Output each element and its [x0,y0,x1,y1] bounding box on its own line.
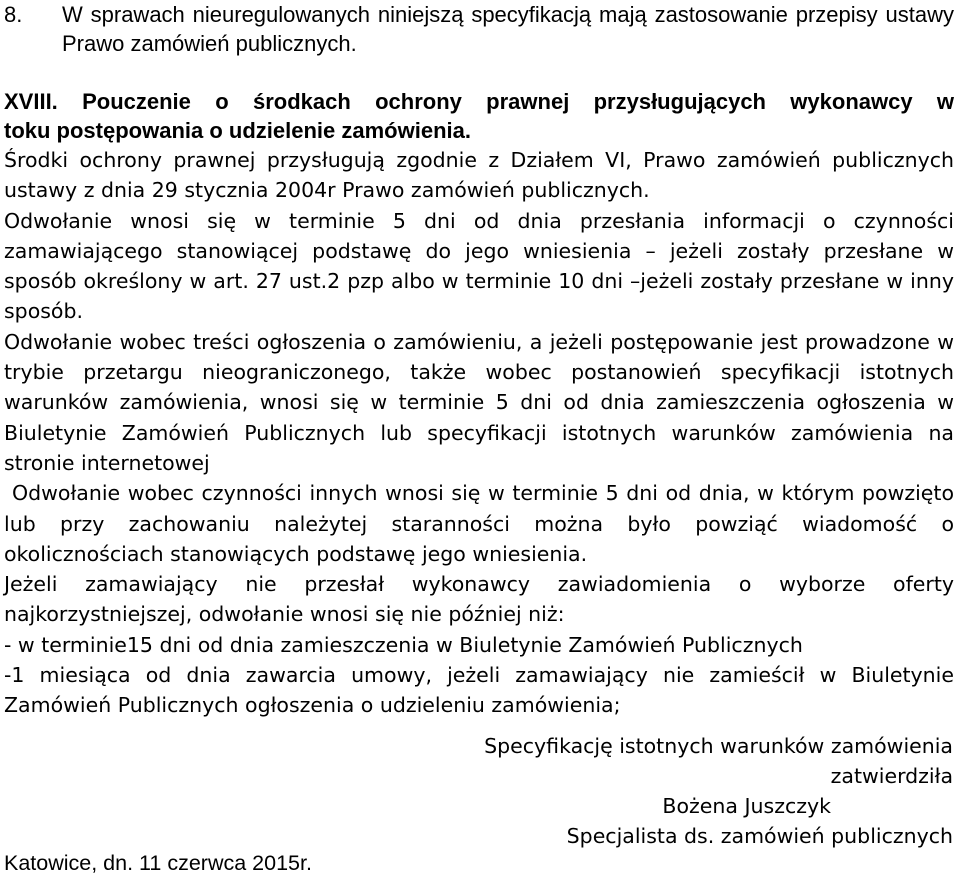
list-item-1-month: -1 miesiąca od dnia zawarcia umowy, jeżeli zamawiający nie zamieścił w Biuletynie Zamówień Publicznych ogłoszenia o udzieleniu zamówienia; [4,663,954,718]
signature-name: Bożena Juszczyk [662,794,831,818]
section-8-number: 8. [4,2,23,27]
section-18-body [4,145,954,721]
section-18-heading-line-1: XVIII. Pouczenie o środkach ochrony prawnej przysługujących wykonawcy w [4,89,954,114]
paragraph-appeal-other-actions: Odwołanie wobec czynności innych wnosi się w terminie 5 dni od dnia, w którym powzięto lub przy zachowaniu należytej staranności można było powziąć wiadomość o okolicznościach stanowiących podstawę jego wniesienia. [4,481,954,566]
paragraph-appeal-deadline: Odwołanie wnosi się w terminie 5 dni od dnia przesłania informacji o czynności zamawiającego stanowiącej podstawę do jego wniesienia – jeżeli zostały przesłane w sposób określony w art. 27 ust.2 pzp albo w terminie 10 dni –jeżeli zostały przesłane w inny sposób. [4,208,954,324]
list-item-15-days: - w terminie15 dni od dnia zamieszczenia w Biuletynie Zamówień Publicznych [4,632,803,657]
place-and-date: Katowice, dn. 11 czerwca 2015r. [4,851,312,875]
section-8-text: W sprawach nieuregulowanych niniejszą specyfikacją mają zastosowanie przepisy ustawy Prawo zamówień publicznych. [62,2,954,56]
section-8-row [4,0,954,58]
signature-line-1: Specyfikację istotnych warunków zamówienia [484,734,953,758]
section-8 [4,0,954,58]
signature-line-2: zatwierdziła [830,764,953,788]
paragraph-appeal-notice: Odwołanie wobec treści ogłoszenia o zamówieniu, a jeżeli postępowanie jest prowadzone w trybie przetargu nieograniczonego, także wobec postanowień specyfikacji istotnych warunków zamówienia, wnosi się w terminie 5 dni od dnia zamieszczenia ogłoszenia w Biuletynie Zamówień Publicznych lub specyfikacji istotnych warunków zamówienia na stronie internetowej [4,329,954,475]
paragraph-legal-remedies: Środki ochrony prawnej przysługują zgodnie z Działem VI, Prawo zamówień publicznych ustawy z dnia 29 stycznia 2004r Prawo zamówień publicznych. [4,148,954,203]
section-18-heading [4,87,954,145]
signature-block [484,731,953,851]
signature-title: Specjalista ds. zamówień publicznych [566,824,953,848]
section-18-heading-line-2: toku postępowania o udzielenie zamówienia. [4,118,471,143]
paragraph-no-notification: Jeżeli zamawiający nie przesłał wykonawcy zawiadomienia o wyborze oferty najkorzystniejszej, odwołanie wnosi się nie później niż: [4,572,954,627]
